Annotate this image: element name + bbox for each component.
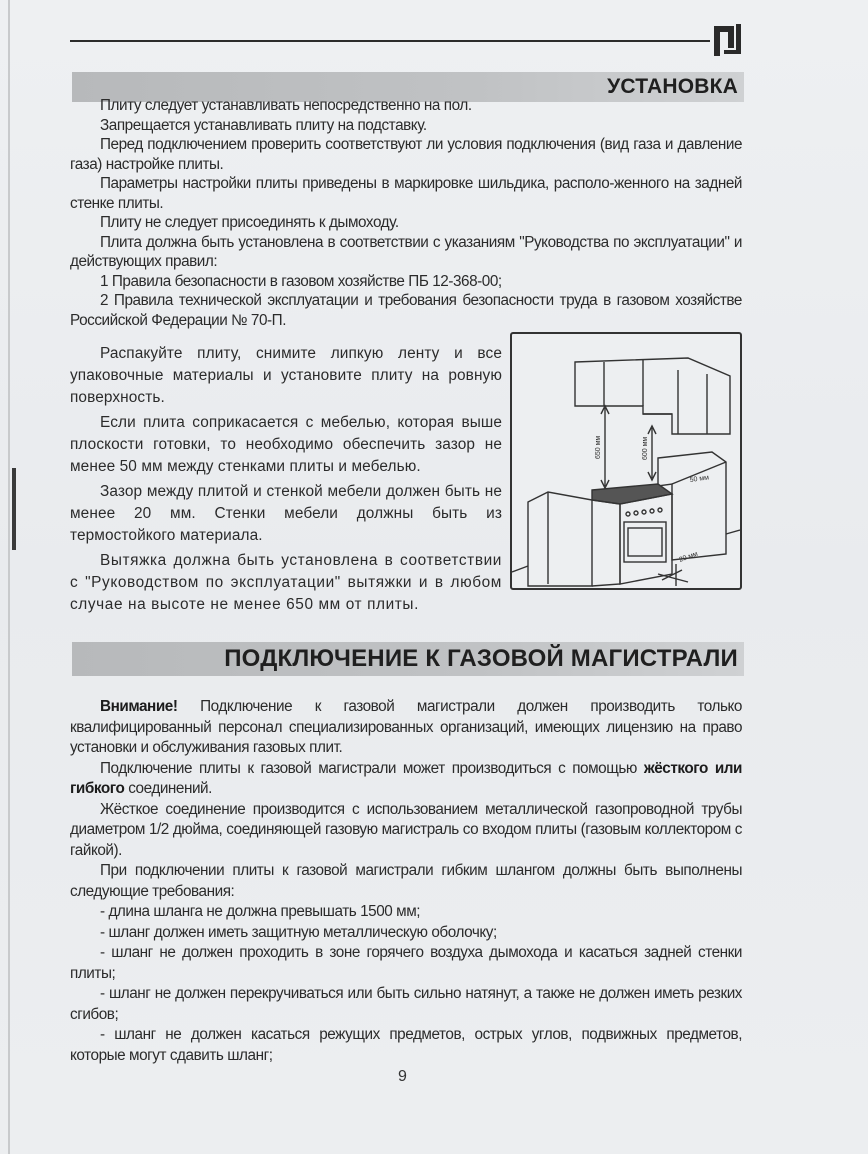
paragraph: Распакуйте плиту, снимите липкую ленту и все упаковочные материалы и установите плиту на ровную поверхность. [70,345,502,406]
page-edge [8,0,10,1154]
warning-label: Внимание! [100,698,178,715]
paragraph: Плиту не следует присоединять к дымоходу. [100,214,399,231]
paragraph: 2 Правила технической эксплуатации и требования безопасности труда в газовом хозяйстве Российской Федерации № 70-П. [70,292,742,329]
warning-text: Подключение к газовой магистрали должен производить только квалифицированный персонал специализированных организаций, имеющих лицензию на право установки и обслуживания газовых плит. [70,698,742,756]
section-title: УСТАНОВКА [607,75,738,98]
dimension-label-20: 20 мм [678,550,699,564]
dimension-label-650: 650 мм [595,435,602,459]
emphasis-text: жёсткого или гибкого [70,759,742,797]
paragraph: Запрещается устанавливать плиту на подставку. [100,116,427,134]
requirement-item: - длина шланга не должна превышать 1500 мм; [100,903,421,920]
requirement-item: - шланг не должен касаться режущих предметов, острых углов, подвижных предметов, которые могут сдавить шланг; [70,1026,742,1064]
paragraph: Плита должна быть установлена в соответствии с указаниям "Руководства по эксплуатации" и действующих правил: [70,233,742,270]
paragraph: Вытяжка должна быть установлена в соответствии с "Руководством по эксплуатации" вытяжки и в любом случае на высоте не менее 650 мм от плиты. [70,552,502,613]
paragraph: Перед подключением проверить соответствуют ли условия подключения (вид газа и давление газа) настройке плиты. [70,136,742,173]
paragraph [70,759,742,800]
requirement-item: - шланг должен иметь защитную металлическую оболочку; [100,923,497,941]
paragraph-text: соединений. [124,780,212,797]
installation-text [70,96,742,330]
paragraph: Зазор между плитой и стенкой мебели должен быть не менее 20 мм. Стенки мебели должны быть из термостойкого материала. [70,483,502,544]
paragraph: При подключении плиты к газовой магистрали гибким шлангом должны быть выполнены следующие требования: [70,862,742,900]
warning-paragraph [70,697,742,759]
paragraph: Плиту следует устанавливать непосредственно на пол. [100,97,472,114]
scan-edge-mark [12,468,16,550]
paragraph-text: Подключение плиты к газовой магистрали может производиться с помощью [100,759,644,777]
section-header-gas-connection [72,642,744,676]
gas-connection-text [70,697,742,1066]
requirement-item: - шланг не должен перекручиваться или быть сильно натянут, а также не должен иметь резких сгибов; [70,985,742,1023]
paragraph: Параметры настройки плиты приведены в маркировке шильдика, располо-женного на задней стенке плиты. [70,175,742,212]
installation-diagram [510,332,742,590]
paragraph: Если плита соприкасается с мебелью, которая выше плоскости готовки, то необходимо обеспечить зазор не менее 50 мм между стенками плиты и мебелью. [70,414,502,475]
brand-logo-icon [712,22,742,58]
dimension-label-600: 600 мм [642,436,649,460]
header-rule [70,40,710,42]
kitchen-stove-illustration [512,334,740,588]
paragraph: 1 Правила безопасности в газовом хозяйстве ПБ 12-368-00; [100,272,502,290]
paragraph: Жёсткое соединение производится с использованием металлической газопроводной трубы диаметром 1/2 дюйма, соединяющей газовую магистраль со входом плиты (газовым коллектором с гайкой). [70,800,742,859]
page-number: 9 [398,1068,407,1085]
requirement-item: - шланг не должен проходить в зоне горячего воздуха дымохода и касаться задней стенки плиты; [70,944,742,982]
installation-side-text [70,343,502,616]
section-title: ПОДКЛЮЧЕНИЕ К ГАЗОВОЙ МАГИСТРАЛИ [224,645,738,672]
dimension-label-50: 50 мм [689,474,710,484]
